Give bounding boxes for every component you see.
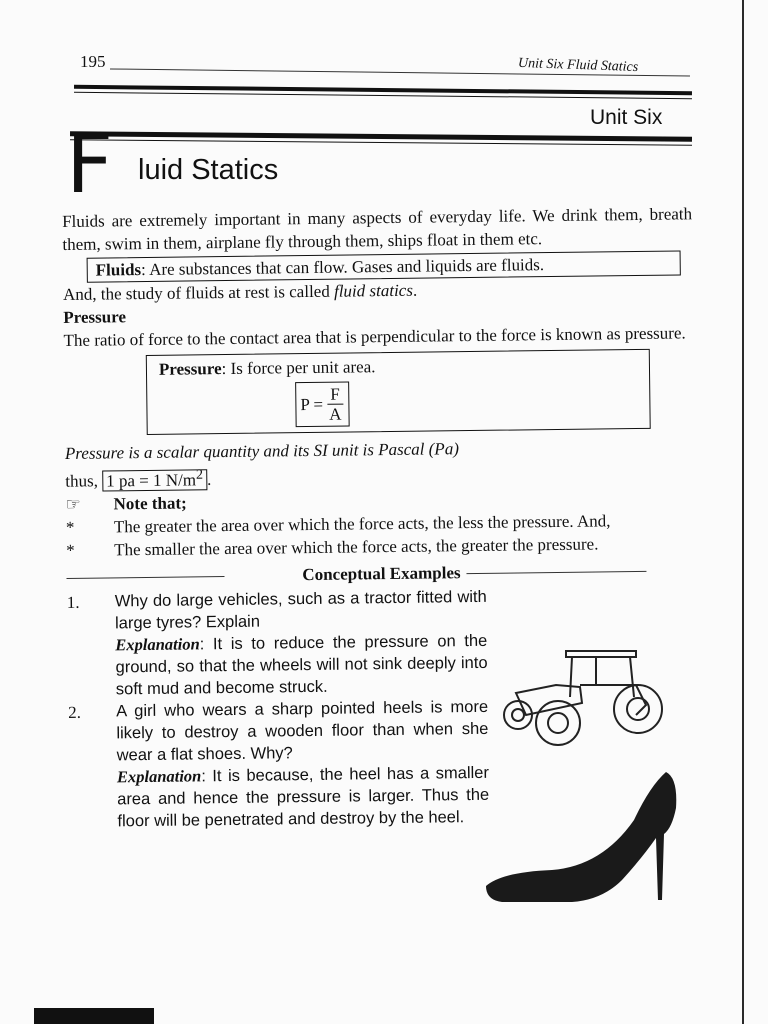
scalar-line: Pressure is a scalar quantity and its SI unit is Pascal (Pa) xyxy=(64,439,460,463)
example-question: A girl who wears a sharp pointed heels is more likely to destroy a wooden floor than when she wear a flat shoes. Why? xyxy=(116,697,489,765)
example-item xyxy=(67,585,488,700)
chapter-title: luid Statics xyxy=(138,154,279,186)
page-number: 195 xyxy=(80,52,106,71)
example-number: 2. xyxy=(68,702,81,722)
page-edge xyxy=(742,0,744,1024)
statics-text: And, the study of fluids at rest is called xyxy=(62,281,335,304)
asterisk-bullet: * xyxy=(66,540,75,560)
fluids-definition: : Are substances that can flow. Gases and liquids are fluids. xyxy=(140,255,545,280)
examples-rule-right xyxy=(466,571,646,574)
fluids-term: Fluids xyxy=(95,260,142,280)
example-body xyxy=(116,695,490,832)
example-explanation: : It is to reduce the pressure on the ground, so that the wheels will not sink deeply into soft mud and become struck. xyxy=(115,631,488,699)
example-item xyxy=(68,695,490,832)
page-bottom-shadow xyxy=(34,1008,154,1024)
pressure-definition: The ratio of force to the contact area that is perpendicular to the force is known as pressure. xyxy=(63,323,686,350)
high-heel-shoe-image xyxy=(482,768,682,906)
unit-equation: 1 pa = 1 N/m xyxy=(106,470,197,491)
note-heading: Note that; xyxy=(113,493,187,514)
pressure-box xyxy=(146,349,651,435)
note-text: The smaller the area over which the force acts, the greater the pressure. xyxy=(114,534,599,560)
unit-end: . xyxy=(206,469,212,489)
formula-fraction xyxy=(326,385,345,424)
asterisk-bullet: * xyxy=(65,517,75,537)
tractor-image xyxy=(496,645,664,751)
example-number: 1. xyxy=(66,592,80,612)
unit-equation-box xyxy=(102,466,207,491)
running-head: Unit Six Fluid Statics xyxy=(517,55,639,76)
statics-term: fluid statics xyxy=(333,280,414,301)
unit-exponent: 2 xyxy=(195,466,204,483)
examples-rule-left xyxy=(66,576,224,579)
pressure-heading: Pressure xyxy=(63,307,127,327)
intro-paragraph: Fluids are extremely important in many aspects of everyday life. We drink them, breath them, swim in them, airplane fly through them, ships float in them etc. xyxy=(62,204,693,254)
formula-lhs: P = xyxy=(300,394,324,415)
examples-heading-row xyxy=(66,558,696,589)
example-body xyxy=(115,585,488,700)
pressure-box-term: Pressure xyxy=(158,359,222,379)
pressure-formula xyxy=(295,382,349,428)
examples-list xyxy=(67,585,490,832)
explanation-label: Explanation xyxy=(116,765,202,787)
note-text: The greater the area over which the force acts, the less the pressure. And, xyxy=(113,510,611,537)
formula-denominator: A xyxy=(329,404,342,424)
formula-numerator: F xyxy=(327,385,343,405)
example-question: Why do large vehicles, such as a tractor fitted with large tyres? Explain xyxy=(114,587,487,633)
pressure-box-text: : Is force per unit area. xyxy=(221,357,376,379)
dropcap: F xyxy=(66,117,114,212)
explanation-label: Explanation xyxy=(115,634,200,655)
thus-label: thus, xyxy=(65,471,99,491)
statics-end: . xyxy=(412,280,418,300)
unit-label: Unit Six xyxy=(590,106,663,129)
pointing-hand-icon: ☞ xyxy=(65,494,81,514)
examples-heading: Conceptual Examples xyxy=(302,562,461,584)
example-explanation: : It is because, the heel has a smaller area and hence the pressure is larger. Thus the floor will be penetrated and destroy by the heel. xyxy=(117,763,490,831)
